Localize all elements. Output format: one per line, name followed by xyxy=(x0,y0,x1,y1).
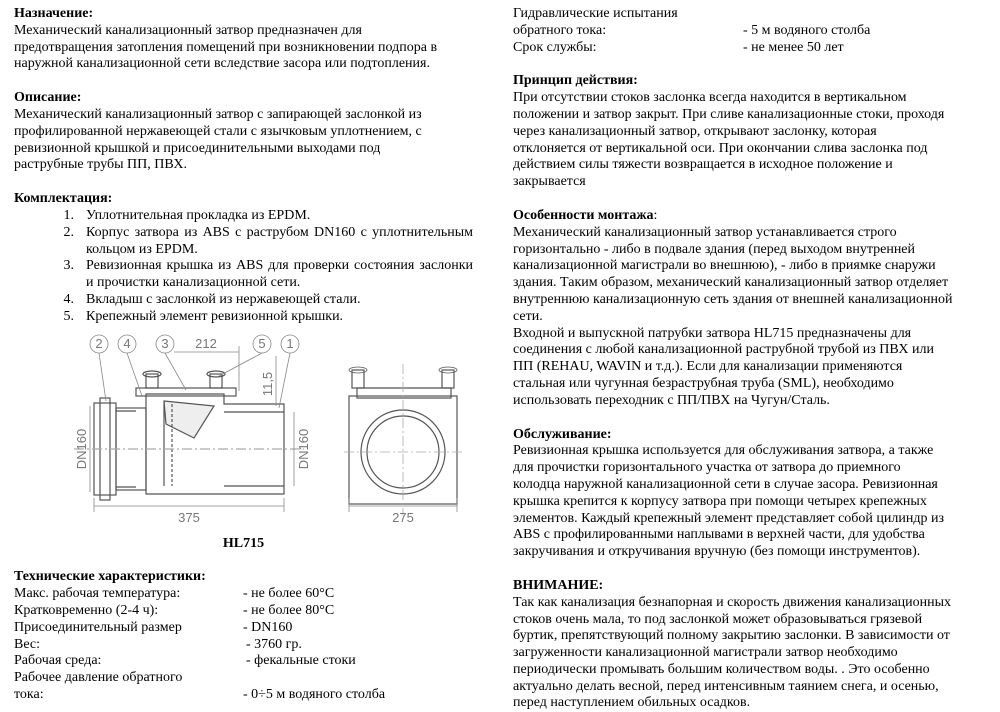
spec-row xyxy=(513,23,966,40)
spec-label: Срок службы: xyxy=(513,39,597,55)
right-specs xyxy=(513,6,966,56)
principle-line: положении и затвор закрыт. При сливе канализационные стоки, проходя xyxy=(513,106,945,122)
description-line: раструбные трубы ПП, ПВХ. xyxy=(14,157,187,173)
spec-label: Макс. рабочая температура: xyxy=(14,586,181,602)
service-line: колодца наружной канализационной сети в случае засора. Ревизионная xyxy=(513,476,938,492)
kit-item-number: 3. xyxy=(63,258,74,274)
purpose-line: предотвращения затопления помещений при возникновении подпора в xyxy=(14,39,438,55)
callout-label: 2 xyxy=(95,335,103,351)
service-line: элементов. Каждый крепежный элемент представляет собой цилиндр из xyxy=(513,510,945,526)
spec-value: - 5 м водяного столба xyxy=(743,22,871,38)
kit-item xyxy=(14,309,473,326)
principle-line: действием силы тяжести возвращается в исходное положение и xyxy=(513,157,893,173)
mounting-line: использовать переходник с ПП/ПВХ на Чугун/Сталь. xyxy=(513,392,830,408)
warning-heading: ВНИМАНИЕ: xyxy=(513,577,604,593)
service-line: закручивания и откручивания вручную (без помощи инструментов). xyxy=(513,544,921,560)
figure-caption: HL715 xyxy=(222,535,265,551)
spec-label: Кратковременно (2-4 ч): xyxy=(14,602,159,618)
mounting-line: ПП (REHAU, WAVIN и т.д.). Если для канализации применяются xyxy=(513,359,903,375)
warning-line: периодически промывать большим количеством воды. . Это особенно xyxy=(513,661,930,677)
mounting-line: здания. Таким образом, механический канализационный затвор отделяет xyxy=(513,275,949,291)
purpose-line: наружной канализационной сети вследствие засора или подтопления. xyxy=(14,56,430,72)
left-column xyxy=(14,6,473,704)
callout-label: 3 xyxy=(161,335,169,351)
mounting-line: Входной и выпускной патрубки затвора HL715 предназначены для xyxy=(513,325,912,341)
spec-row xyxy=(14,653,473,670)
kit-item-text: Корпус затвора из ABS с раструбом DN160 с уплотнительным кольцом из EPDM. xyxy=(86,224,473,257)
service-text xyxy=(513,443,966,561)
service-line: крышка крепится к корпусу затвора при помощи четырех крепежных xyxy=(513,493,927,509)
kit-item-number: 5. xyxy=(63,308,74,324)
spec-value: - 3760 гр. xyxy=(246,636,302,652)
kit-list xyxy=(14,208,473,326)
right-column xyxy=(513,6,966,712)
spec-value: - не более 80°С xyxy=(243,602,335,618)
kit-item xyxy=(14,225,473,259)
description-line: ревизионной крышкой и присоединительными выходами под xyxy=(14,140,381,156)
callout-label: 1 xyxy=(286,335,294,351)
mounting-line: горизонтально - либо в подвале здания (перед выходом внутренней xyxy=(513,241,916,257)
service-heading: Обслуживание: xyxy=(513,426,612,442)
kit-item-text: Вкладыш с заслонкой из нержавеющей стали. xyxy=(86,291,361,307)
technical-drawing xyxy=(14,326,473,536)
warning-line: Так как канализация безнапорная и скорость движения канализационных xyxy=(513,594,952,610)
spec-label: тока: xyxy=(14,686,44,702)
callout-label: 4 xyxy=(123,335,131,351)
warning-line: актуально делать весной, перед интенсивным таянием снега, и осенью, xyxy=(513,678,939,694)
dim-width: 275 xyxy=(392,509,414,525)
spec-row xyxy=(14,670,473,687)
warning-line: буртик, препятствующий полному закрытию заслонки. В зависимости от xyxy=(513,628,950,644)
spec-value: - 0÷5 м водяного столба xyxy=(243,686,386,702)
dim-top: 212 xyxy=(195,335,217,351)
spec-label: Гидравлические испытания xyxy=(513,6,678,21)
spec-label: Рабочая среда: xyxy=(14,653,102,669)
spec-label: Присоединительный размер xyxy=(14,619,182,635)
warning-line: перед наступлением обильных осадков. xyxy=(513,695,751,711)
service-line: для прочистки горизонтального участка от затвора до приемного xyxy=(513,460,901,476)
specs-table xyxy=(14,586,473,704)
principle-line: закрывается xyxy=(513,174,586,190)
kit-item-number: 1. xyxy=(63,207,74,223)
kit-heading: Комплектация: xyxy=(14,191,113,207)
mounting-line: канализационной магистрали во внешнюю), - либо в приямке снаружи xyxy=(513,258,936,274)
principle-line: При отсутствии стоков заслонка всегда находится в вертикальном xyxy=(513,90,907,106)
kit-item-text: Уплотнительная прокладка из EPDM. xyxy=(86,207,311,223)
description-line: профилированной нержавеющей стали с язычковым уплотнением, с xyxy=(14,123,422,139)
service-line: ABS с профилированными наплывами в верхней части, для удобства xyxy=(513,527,925,543)
warning-line: загруженности канализационной магистрали затвор необходимо xyxy=(513,645,898,661)
kit-item-text: Ревизионная крышка из ABS для проверки состояния заслонки и прочистки канализационной сети. xyxy=(86,258,473,291)
spec-label: Рабочее давление обратного xyxy=(14,670,183,686)
mounting-text xyxy=(513,225,966,410)
spec-row xyxy=(513,6,966,23)
spec-row xyxy=(14,637,473,654)
dim-dn-left: DN160 xyxy=(74,428,89,469)
principle-heading: Принцип действия: xyxy=(513,73,638,89)
dim-height: 11,5 xyxy=(260,371,275,396)
spec-row xyxy=(14,687,473,704)
purpose-line: Механический канализационный затвор предназначен для xyxy=(14,22,362,38)
spec-label: обратного тока: xyxy=(513,22,607,38)
kit-item-number: 4. xyxy=(63,291,74,307)
kit-item-text: Крепежный элемент ревизионной крышки. xyxy=(86,308,344,324)
drawing-svg xyxy=(14,326,473,536)
spec-row xyxy=(14,586,473,603)
mounting-heading-text: Особенности монтажа xyxy=(513,207,654,223)
spec-value: - не более 60°С xyxy=(243,586,335,602)
spec-value xyxy=(243,670,472,687)
description-text xyxy=(14,107,473,174)
callout-label: 5 xyxy=(258,335,266,351)
purpose-heading: Назначение: xyxy=(14,6,94,21)
specs-heading: Технические характеристики: xyxy=(14,569,206,585)
purpose-text xyxy=(14,23,473,73)
warning-text xyxy=(513,595,966,712)
mounting-line: стальная или чугунная безраструбная труба (SML), необходимо xyxy=(513,375,894,391)
principle-text xyxy=(513,90,966,191)
kit-item xyxy=(14,258,473,292)
kit-item xyxy=(14,208,473,225)
mounting-heading xyxy=(513,208,966,225)
principle-line: отклоняется от вертикальной оси. При окончании слива заслонка под xyxy=(513,140,928,156)
spec-row xyxy=(14,603,473,620)
service-line: Ревизионная крышка используется для обслуживания затвора, а также xyxy=(513,443,934,459)
mounting-line: Механический канализационный затвор устанавливается строго xyxy=(513,224,897,240)
kit-item xyxy=(14,292,473,309)
description-heading: Описание: xyxy=(14,90,82,106)
dim-length: 375 xyxy=(178,509,200,525)
dim-dn-right: DN160 xyxy=(296,428,311,469)
mounting-line: соединения с любой канализационной раструбной трубой из ПВХ или xyxy=(513,342,934,358)
kit-item-number: 2. xyxy=(63,224,74,240)
description-line: Механический канализационный затвор с запирающей заслонкой из xyxy=(14,106,422,122)
spec-label: Вес: xyxy=(14,636,41,652)
warning-line: стоков очень мала, то под заслонкой может образовываться грязевой xyxy=(513,611,923,627)
mounting-line: сети. xyxy=(513,308,543,324)
mounting-heading-colon: : xyxy=(653,207,658,223)
spec-value: - DN160 xyxy=(243,619,293,635)
principle-line: через канализационный затвор, открывают заслонку, которая xyxy=(513,123,877,139)
spec-row xyxy=(14,620,473,637)
spec-row xyxy=(513,40,966,57)
mounting-line: внутреннюю канализационную сеть здания от внешней канализационной xyxy=(513,291,953,307)
spec-value: - не менее 50 лет xyxy=(743,39,844,55)
spec-value: - фекальные стоки xyxy=(246,653,356,669)
